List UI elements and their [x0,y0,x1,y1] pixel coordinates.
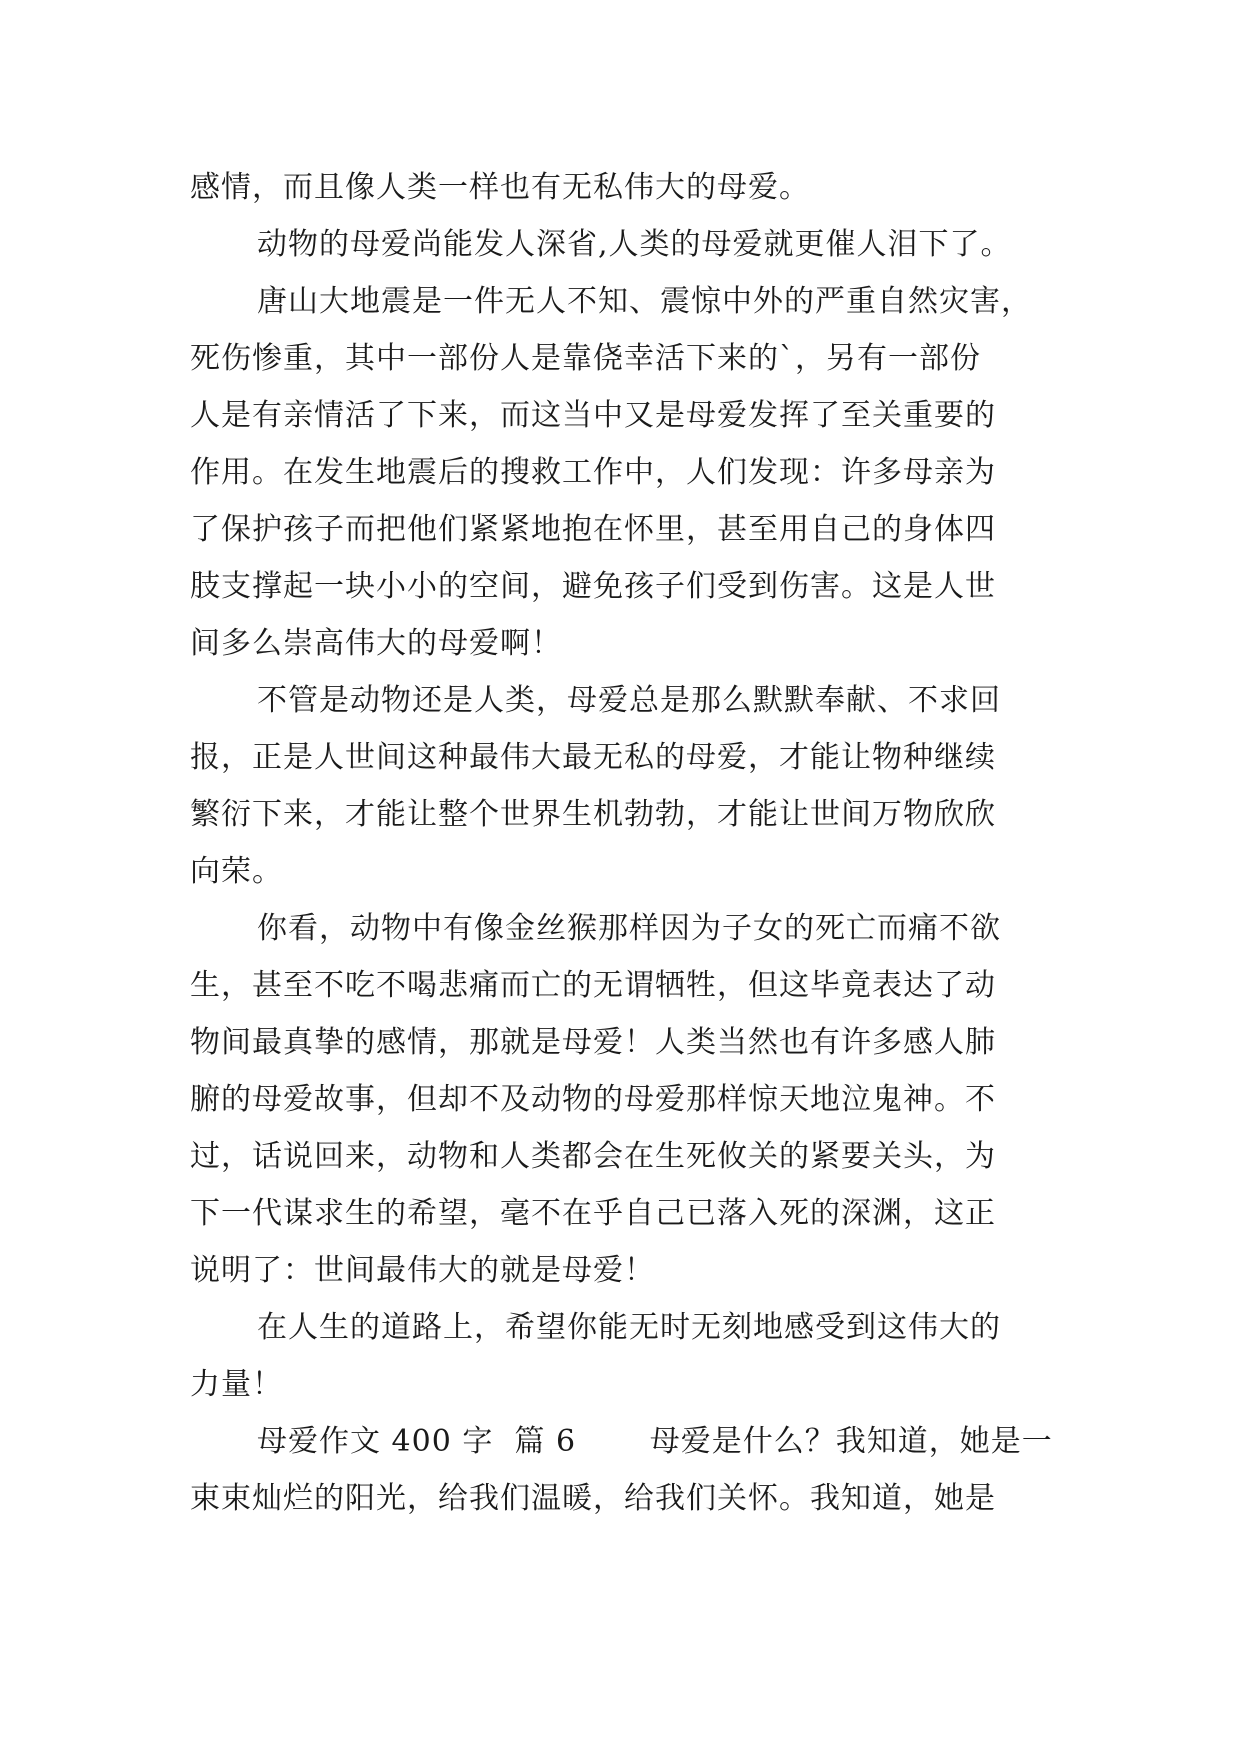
text-line: 不管是动物还是人类，母爱总是那么默默奉献、不求回 [257,683,1001,718]
text-line: 过，话说回来，动物和人类都会在生死攸关的紧要关头，为 [190,1139,996,1174]
text-line: 力量！ [190,1367,283,1402]
text-line: 向荣。 [190,854,283,889]
text-line: 腑的母爱故事，但却不及动物的母爱那样惊天地泣鬼神。不 [190,1082,996,1117]
text-line: 肢支撑起一块小小的空间，避免孩子们受到伤害。这是人世 [190,569,996,604]
text-line: 生，甚至不吃不喝悲痛而亡的无谓牺牲，但这毕竟表达了动 [190,968,996,1003]
text-line: 唐山大地震是一件无人不知、震惊中外的严重自然灾害， [257,284,1032,319]
text-line: 束束灿烂的阳光，给我们温暖，给我们关怀。我知道，她是 [190,1481,996,1516]
text-line: 死伤惨重，其中一部份人是靠侥幸活下来的`，另有一部份 [190,341,981,376]
text-line: 你看，动物中有像金丝猴那样因为子女的死亡而痛不欲 [257,911,1001,946]
section-heading-line: 母爱作文 400 字 篇 6 母爱是什么？我知道，她是一 [257,1424,1053,1459]
text-line: 下一代谋求生的希望，毫不在乎自己已落入死的深渊，这正 [190,1196,996,1231]
text-line: 了保护孩子而把他们紧紧地抱在怀里，甚至用自己的身体四 [190,512,996,547]
text-line: 作用。在发生地震后的搜救工作中，人们发现：许多母亲为 [190,455,996,490]
text-line: 间多么崇高伟大的母爱啊！ [190,626,562,661]
text-line: 人是有亲情活了下来，而这当中又是母爱发挥了至关重要的 [190,398,996,433]
text-line: 物间最真挚的感情，那就是母爱！人类当然也有许多感人肺 [190,1025,996,1060]
text-line: 说明了：世间最伟大的就是母爱！ [190,1253,655,1288]
text-line: 感情，而且像人类一样也有无私伟大的母爱。 [190,170,810,205]
text-line: 报，正是人世间这种最伟大最无私的母爱，才能让物种继续 [190,740,996,775]
text-line: 动物的母爱尚能发人深省,人类的母爱就更催人泪下了。 [257,227,1012,262]
text-line: 在人生的道路上，希望你能无时无刻地感受到这伟大的 [257,1310,1001,1345]
text-line: 繁衍下来，才能让整个世界生机勃勃，才能让世间万物欣欣 [190,797,996,832]
